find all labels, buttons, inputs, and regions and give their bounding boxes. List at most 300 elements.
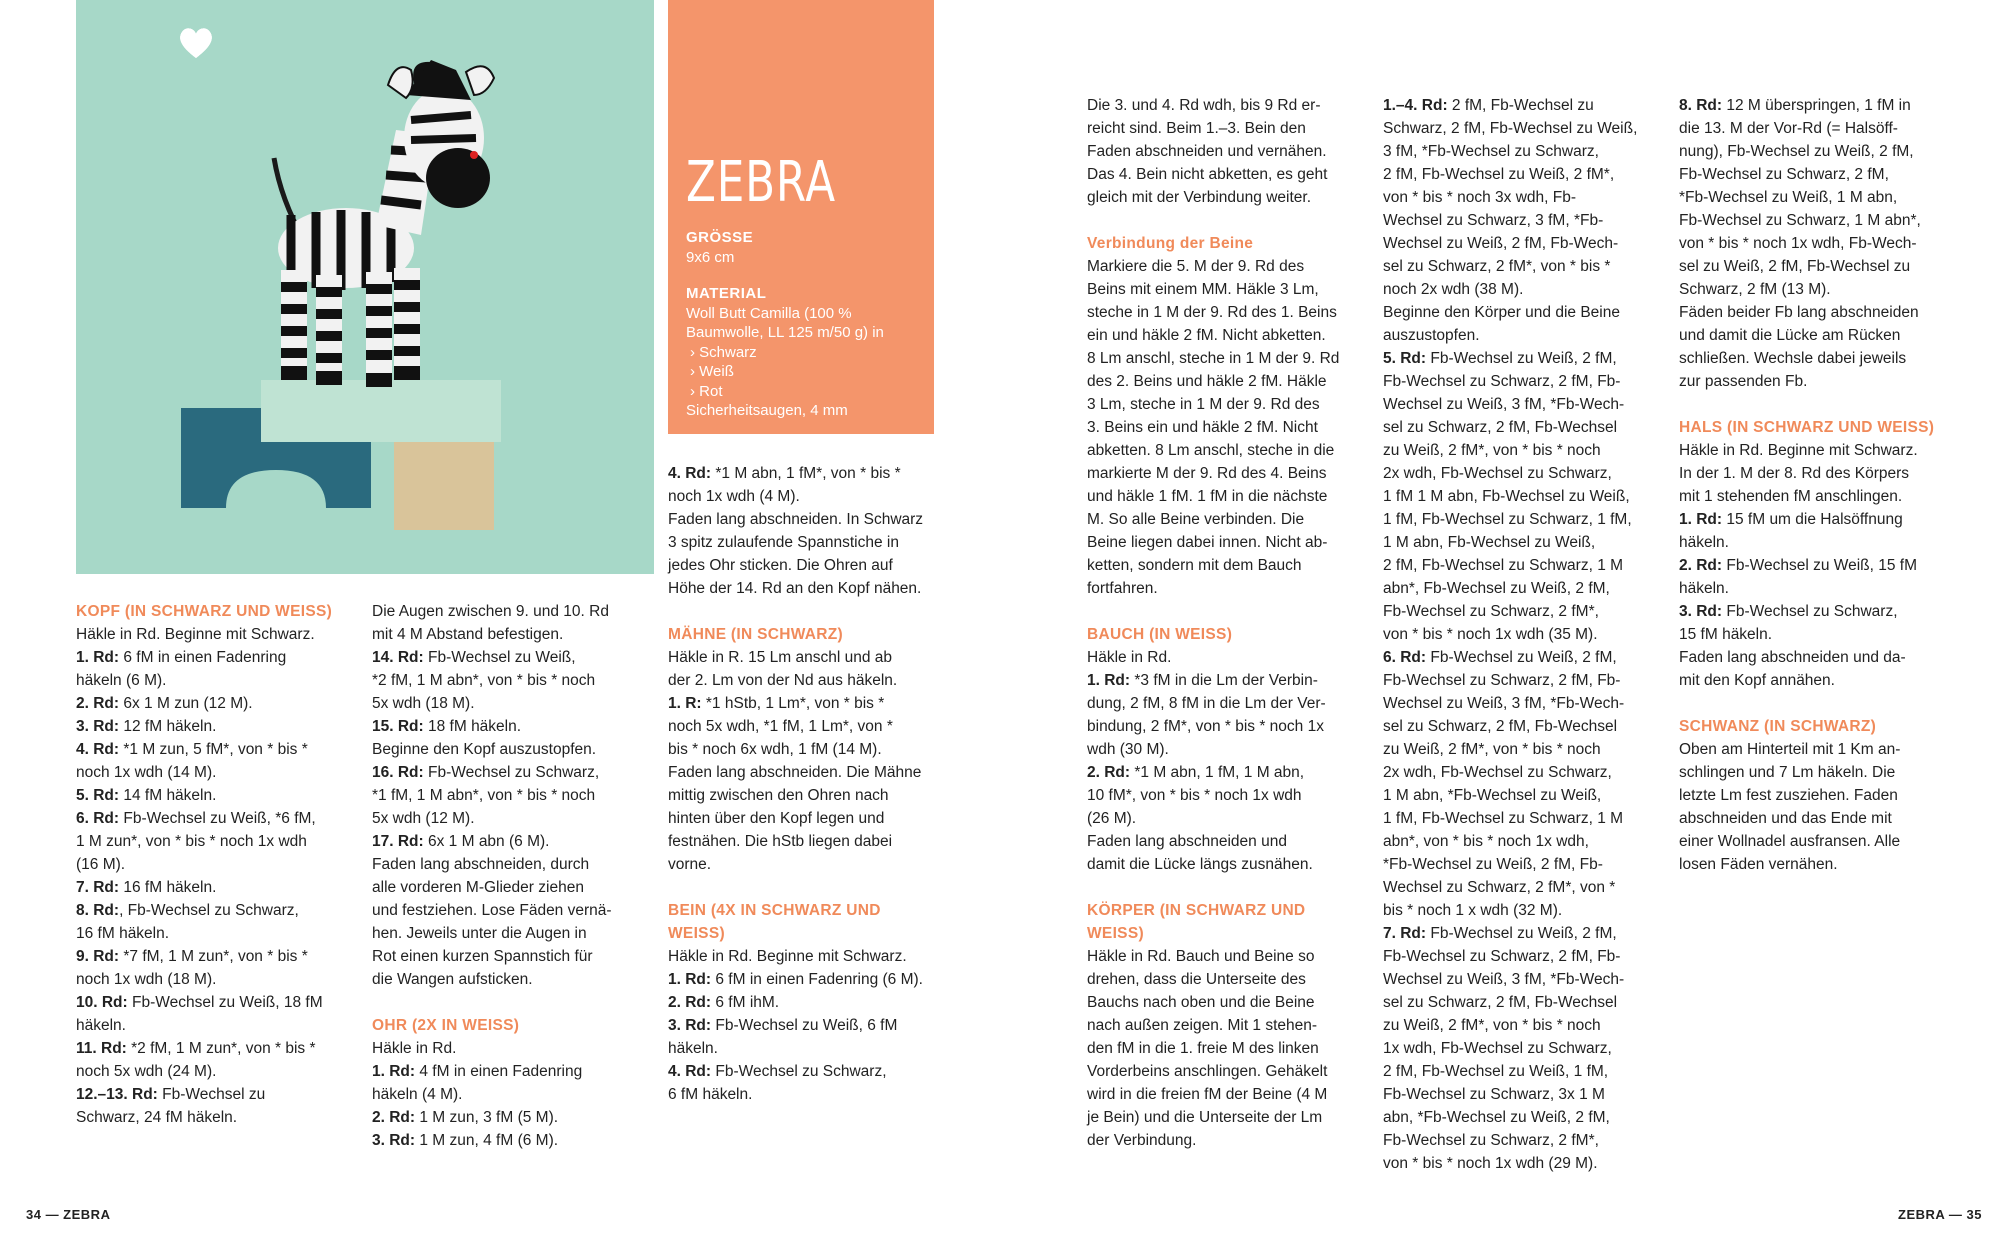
round-label: 4. Rd: (668, 465, 712, 482)
body-line (1087, 140, 1359, 163)
body-line (372, 807, 644, 830)
line-text: je Bein) und die Unterseite der Lm (1087, 1109, 1323, 1126)
body-line (76, 830, 348, 853)
line-text: Fb-Wechsel zu Schwarz, 1 M abn*, (1679, 212, 1921, 229)
body-line (1383, 485, 1655, 508)
line-text: von * bis * noch 1x wdh (35 M). (1383, 626, 1598, 643)
round-label: 9. Rd: (76, 948, 120, 965)
body-line (372, 945, 644, 968)
body-line (1679, 255, 1951, 278)
round-label: 1. Rd: (76, 649, 120, 666)
body-line (1383, 600, 1655, 623)
line-text: Häkle in Rd. (1087, 649, 1172, 666)
line-text: Fäden beider Fb lang abschneiden (1679, 304, 1919, 321)
line-text: sel zu Schwarz, 2 fM, Fb-Wechsel (1383, 718, 1618, 735)
round-label: 1. Rd: (372, 1063, 416, 1080)
line-text: zu Weiß, 2 fM*, von * bis * noch (1383, 1017, 1601, 1034)
body-line (76, 876, 348, 899)
line-text: abn*, Fb-Wechsel zu Weiß, 2 fM, (1383, 580, 1610, 597)
line-text: häkeln. (1679, 580, 1729, 597)
heart-icon (176, 22, 216, 62)
section-heading: BAUCH (IN WEISS) (1087, 626, 1233, 643)
line-text: sel zu Weiß, 2 fM, Fb-Wechsel zu (1679, 258, 1911, 275)
body-line (1679, 186, 1951, 209)
body-line (668, 991, 940, 1014)
body-line (1087, 393, 1359, 416)
body-line (1679, 232, 1951, 255)
line-text: von * bis * noch 3x wdh, Fb- (1383, 189, 1576, 206)
material-line: › Weiß (690, 363, 734, 380)
body-line (372, 876, 644, 899)
body-line (1087, 1129, 1359, 1152)
body-line (668, 692, 940, 715)
line-text: Fb-Wechsel zu Schwarz, 2 fM, Fb- (1383, 948, 1621, 965)
body-line (1383, 186, 1655, 209)
line-text: Vorderbeins anschlingen. Gehäkelt (1087, 1063, 1328, 1080)
line-text: abn*, von * bis * noch 1x wdh, (1383, 833, 1589, 850)
line-text: Beine liegen dabei innen. Nicht ab- (1087, 534, 1328, 551)
line-text: der 2. Lm von der Nd aus häkeln. (668, 672, 898, 689)
body-line (1087, 830, 1359, 853)
body-line (1383, 439, 1655, 462)
line-text: Das 4. Bein nicht abketten, es geht (1087, 166, 1328, 183)
line-text: ketten, sondern mit dem Bauch (1087, 557, 1302, 574)
line-text: Fb-Wechsel zu Schwarz, 2 fM, (1679, 166, 1889, 183)
line-text: 2 fM, Fb-Wechsel zu (1447, 97, 1594, 114)
round-label: 10. Rd: (76, 994, 128, 1011)
body-line (372, 968, 644, 991)
body-line (1087, 991, 1359, 1014)
line-text: *2 fM, 1 M zun*, von * bis * (126, 1040, 316, 1057)
body-line (668, 508, 940, 531)
body-line (1679, 830, 1951, 853)
round-label: 17. Rd: (372, 833, 424, 850)
line-text: 2x wdh, Fb-Wechsel zu Schwarz, (1383, 465, 1612, 482)
line-text: 1 fM, Fb-Wechsel zu Schwarz, 1 M (1383, 810, 1624, 827)
round-label: 16. Rd: (372, 764, 424, 781)
line-text: häkeln (6 M). (76, 672, 167, 689)
line-text: sel zu Schwarz, 2 fM, Fb-Wechsel (1383, 994, 1618, 1011)
line-text: noch 1x wdh (18 M). (76, 971, 217, 988)
line-text: häkeln (4 M). (372, 1086, 463, 1103)
line-text: Häkle in Rd. Bauch und Beine so (1087, 948, 1315, 965)
text-column-2 (372, 600, 644, 1152)
body-line (1087, 1037, 1359, 1060)
line-text: schlingen und 7 Lm häkeln. Die (1679, 764, 1896, 781)
body-line (1087, 439, 1359, 462)
line-text: 16 fM häkeln. (76, 925, 170, 942)
body-line (1383, 577, 1655, 600)
round-label: 1. Rd: (1679, 511, 1723, 528)
round-label: 2. Rd: (1087, 764, 1131, 781)
round-label: 1. R: (668, 695, 702, 712)
line-text: abn, *Fb-Wechsel zu Weiß, 2 fM, (1383, 1109, 1610, 1126)
line-text: Fb-Wechsel zu Weiß, 15 fM (1722, 557, 1918, 574)
text-column-4 (1087, 94, 1359, 1152)
body-line (76, 1014, 348, 1037)
body-line (1383, 163, 1655, 186)
body-line (1383, 991, 1655, 1014)
page-title: ZEBRA (686, 150, 836, 215)
body-line (76, 922, 348, 945)
line-text: Wechsel zu Weiß, 3 fM, *Fb-Wech- (1383, 695, 1625, 712)
body-line (1383, 784, 1655, 807)
body-line (1383, 140, 1655, 163)
line-text: sel zu Schwarz, 2 fM, Fb-Wechsel (1383, 419, 1618, 436)
body-line (1679, 623, 1951, 646)
body-line (1679, 140, 1951, 163)
line-text: M. So alle Beine verbinden. Die (1087, 511, 1305, 528)
body-line (1383, 531, 1655, 554)
body-line (76, 853, 348, 876)
line-text: *1 fM, 1 M abn*, von * bis * noch (372, 787, 596, 804)
round-label: 8. Rd: (1679, 97, 1723, 114)
body-line (372, 715, 644, 738)
line-text: hinten über den Kopf legen und (668, 810, 885, 827)
line-text: *1 M abn, 1 fM*, von * bis * (711, 465, 901, 482)
section-heading: WEISS) (668, 925, 725, 942)
round-label: 2. Rd: (76, 695, 120, 712)
line-text: fortfahren. (1087, 580, 1158, 597)
line-text: Faden abschneiden und vernähen. (1087, 143, 1327, 160)
body-line (1087, 784, 1359, 807)
spacer (1087, 209, 1359, 232)
line-text: abketten. 8 Lm anschl, steche in die (1087, 442, 1335, 459)
line-text: Wechsel zu Weiß, 3 fM, *Fb-Wech- (1383, 396, 1625, 413)
section-heading: Verbindung der Beine (1087, 235, 1254, 252)
zebra-muzzle (426, 148, 490, 208)
body-line (1383, 255, 1655, 278)
body-line (1087, 278, 1359, 301)
line-text: markierte M der 9. Rd des 4. Beins (1087, 465, 1327, 482)
body-line (1383, 209, 1655, 232)
line-text: 6 fM häkeln. (668, 1086, 753, 1103)
body-line (1383, 1083, 1655, 1106)
line-text: jedes Ohr sticken. Die Ohren auf (668, 557, 893, 574)
body-line (668, 485, 940, 508)
spacer (372, 991, 644, 1014)
section-heading: HALS (IN SCHWARZ UND WEISS) (1679, 419, 1935, 436)
round-label: 5. Rd: (76, 787, 120, 804)
body-line (372, 646, 644, 669)
body-line (1383, 324, 1655, 347)
line-text: 6 fM ihM. (711, 994, 780, 1011)
text-column-5 (1383, 94, 1655, 1175)
line-text: drehen, dass die Unterseite des (1087, 971, 1306, 988)
body-line (1087, 485, 1359, 508)
body-line (1087, 301, 1359, 324)
body-line (1383, 899, 1655, 922)
line-text: und damit die Lücke am Rücken (1679, 327, 1901, 344)
spacer (668, 876, 940, 899)
body-line (1383, 370, 1655, 393)
line-text: die 13. M der Vor-Rd (= Halsöff- (1679, 120, 1898, 137)
body-line (1679, 209, 1951, 232)
line-text: Fb-Wechsel zu Weiß, 18 fM (127, 994, 323, 1011)
round-label: 7. Rd: (1383, 925, 1427, 942)
line-text: 15 fM häkeln. (1679, 626, 1773, 643)
line-text: (26 M). (1087, 810, 1137, 827)
body-line (1383, 301, 1655, 324)
body-line (1383, 117, 1655, 140)
body-line (1087, 1060, 1359, 1083)
body-line (1679, 669, 1951, 692)
round-label: 1.–4. Rd: (1383, 97, 1448, 114)
body-line (1087, 347, 1359, 370)
line-text: Oben am Hinterteil mit 1 Km an- (1679, 741, 1901, 758)
body-line (1679, 784, 1951, 807)
body-line (1087, 669, 1359, 692)
line-text: 15 fM um die Halsöffnung (1722, 511, 1903, 528)
line-text: losen Fäden vernähen. (1679, 856, 1838, 873)
round-label: 7. Rd: (76, 879, 120, 896)
line-text: ein und häkle 2 fM. Nicht abketten. (1087, 327, 1326, 344)
round-label: 11. Rd: (76, 1040, 127, 1057)
body-line (76, 669, 348, 692)
line-text: Fb-Wechsel zu Schwarz, 2 fM, Fb- (1383, 672, 1621, 689)
line-text: noch 1x wdh (4 M). (668, 488, 800, 505)
round-label: 4. Rd: (76, 741, 120, 758)
body-line (1679, 462, 1951, 485)
line-text: In der 1. M der 8. Rd des Körpers (1679, 465, 1910, 482)
line-text: noch 5x wdh, *1 fM, 1 Lm*, von * (668, 718, 893, 735)
section-heading: KÖRPER (IN SCHWARZ UND (1087, 902, 1306, 919)
line-text: Häkle in Rd. Beginne mit Schwarz. (668, 948, 907, 965)
line-text: 1 M zun*, von * bis * noch 1x wdh (76, 833, 307, 850)
body-line (76, 807, 348, 830)
body-line (1679, 347, 1951, 370)
body-line (372, 1060, 644, 1083)
body-line (76, 738, 348, 761)
body-line (1679, 738, 1951, 761)
line-text: 12 M überspringen, 1 fM in (1722, 97, 1911, 114)
line-text: Wechsel zu Weiß, 3 fM, *Fb-Wech- (1383, 971, 1625, 988)
body-line (372, 623, 644, 646)
body-line (1383, 1014, 1655, 1037)
body-line (1087, 1106, 1359, 1129)
body-line (1383, 1037, 1655, 1060)
text-column-6 (1679, 94, 1951, 876)
round-label: 6. Rd: (1383, 649, 1427, 666)
line-text: 3 Lm, steche in 1 M der 9. Rd des (1087, 396, 1320, 413)
line-text: reicht sind. Beim 1.–3. Bein den (1087, 120, 1306, 137)
body-line (1383, 94, 1655, 117)
body-line (668, 1083, 940, 1106)
body-line (76, 784, 348, 807)
line-text: Häkle in Rd. Beginne mit Schwarz. (1679, 442, 1918, 459)
line-text: 2 fM, Fb-Wechsel zu Weiß, 2 fM*, (1383, 166, 1615, 183)
body-line (1679, 94, 1951, 117)
line-text: 8 Lm anschl, steche in 1 M der 9. Rd (1087, 350, 1340, 367)
line-text: mit 4 M Abstand befestigen. (372, 626, 564, 643)
body-line (1679, 301, 1951, 324)
line-text: Wechsel zu Schwarz, 3 fM, *Fb- (1383, 212, 1604, 229)
line-text: Faden lang abschneiden. Die Mähne (668, 764, 922, 781)
line-text: des 2. Beins und häkle 2 fM. Häkle (1087, 373, 1327, 390)
body-line (668, 738, 940, 761)
line-text: Fb-Wechsel zu Weiß, 2 fM, (1426, 649, 1617, 666)
body-line (1383, 1060, 1655, 1083)
round-label: 12.–13. Rd: (76, 1086, 158, 1103)
line-text: den fM in die 1. freie M des linken (1087, 1040, 1319, 1057)
line-text: letzte Lm fest zusziehen. Faden (1679, 787, 1898, 804)
body-line (1679, 278, 1951, 301)
section-heading: MÄHNE (IN SCHWARZ) (668, 626, 844, 643)
line-text: 1 M zun, 4 fM (6 M). (415, 1132, 559, 1149)
round-label: 14. Rd: (372, 649, 424, 666)
line-text: Fb-Wechsel zu Schwarz, 2 fM*, (1383, 1132, 1599, 1149)
line-text: Fb-Wechsel zu Schwarz, 2 fM*, (1383, 603, 1599, 620)
line-text: Fb-Wechsel zu Weiß, 6 fM (711, 1017, 898, 1034)
round-label: 4. Rd: (668, 1063, 712, 1080)
body-line (1383, 623, 1655, 646)
body-line (668, 853, 940, 876)
line-text: 6 fM in einen Fadenring (119, 649, 287, 666)
line-text: Fb-Wechsel zu (157, 1086, 266, 1103)
line-text: Schwarz, 2 fM (13 M). (1679, 281, 1831, 298)
line-text: alle vorderen M-Glieder ziehen (372, 879, 584, 896)
line-text: auszustopfen. (1383, 327, 1480, 344)
spacer (668, 600, 940, 623)
body-line (372, 830, 644, 853)
line-text: Faden lang abschneiden, durch (372, 856, 590, 873)
line-text: noch 5x wdh (24 M). (76, 1063, 217, 1080)
line-text: 5x wdh (12 M). (372, 810, 475, 827)
section-heading: SCHWANZ (IN SCHWARZ) (1679, 718, 1877, 735)
body-line (1383, 554, 1655, 577)
body-line (372, 1129, 644, 1152)
line-text: Wechsel zu Weiß, 2 fM, Fb-Wech- (1383, 235, 1619, 252)
mint-block (261, 380, 501, 442)
body-line (1679, 600, 1951, 623)
body-line (1087, 255, 1359, 278)
body-line (76, 1060, 348, 1083)
line-text: abschneiden und das Ende mit (1679, 810, 1892, 827)
body-line (372, 761, 644, 784)
line-text: bis * noch 6x wdh, 1 fM (14 M). (668, 741, 882, 758)
line-text: 5x wdh (18 M). (372, 695, 475, 712)
line-text: Häkle in Rd. Beginne mit Schwarz. (76, 626, 315, 643)
body-line (1383, 692, 1655, 715)
line-text: 3 fM, *Fb-Wechsel zu Schwarz, (1383, 143, 1599, 160)
line-text: *7 fM, 1 M zun*, von * bis * (119, 948, 308, 965)
body-line (1087, 416, 1359, 439)
body-line (1087, 1014, 1359, 1037)
round-label: 3. Rd: (76, 718, 120, 735)
line-text: mit 1 stehenden fM anschlingen. (1679, 488, 1903, 505)
material-line: Sicherheitsaugen, 4 mm (686, 402, 848, 419)
body-line (668, 945, 940, 968)
line-text: Faden lang abschneiden und da- (1679, 649, 1906, 666)
line-text: der Verbindung. (1087, 1132, 1197, 1149)
body-line (372, 1106, 644, 1129)
body-line (1383, 761, 1655, 784)
body-line (1679, 485, 1951, 508)
body-line (372, 922, 644, 945)
line-text: 10 fM*, von * bis * noch 1x wdh (1087, 787, 1302, 804)
line-text: zu Weiß, 2 fM*, von * bis * noch (1383, 442, 1601, 459)
body-line (1383, 508, 1655, 531)
body-line (1087, 853, 1359, 876)
body-line (372, 692, 644, 715)
round-label: 8. Rd: (76, 902, 120, 919)
body-line (76, 945, 348, 968)
body-line (1679, 370, 1951, 393)
body-line (1383, 830, 1655, 853)
round-label: 15. Rd: (372, 718, 424, 735)
body-line (1679, 117, 1951, 140)
body-line (1087, 324, 1359, 347)
line-text: festnähen. Die hStb liegen dabei (668, 833, 893, 850)
body-line (1383, 278, 1655, 301)
line-text: 2x wdh, Fb-Wechsel zu Schwarz, (1383, 764, 1612, 781)
body-line (668, 577, 940, 600)
body-line (1383, 738, 1655, 761)
body-line (668, 761, 940, 784)
line-text: *Fb-Wechsel zu Weiß, 2 fM, Fb- (1383, 856, 1603, 873)
body-line (76, 968, 348, 991)
body-line (76, 646, 348, 669)
body-line (1087, 462, 1359, 485)
line-text: 6x 1 M zun (12 M). (119, 695, 253, 712)
line-text: hen. Jeweils unter die Augen in (372, 925, 587, 942)
spacer (1087, 876, 1359, 899)
line-text: Schwarz, 2 fM, Fb-Wechsel zu Weiß, (1383, 120, 1638, 137)
line-text: Häkle in Rd. (372, 1040, 457, 1057)
line-text: *3 fM in die Lm der Verbin- (1130, 672, 1318, 689)
line-text: Höhe der 14. Rd an den Kopf nähen. (668, 580, 922, 597)
line-text: Die Augen zwischen 9. und 10. Rd (372, 603, 609, 620)
line-text: häkeln. (1679, 534, 1729, 551)
line-text: Fb-Wechsel zu Schwarz, (423, 764, 600, 781)
body-line (76, 1037, 348, 1060)
line-text: nach außen zeigen. Mit 1 stehen- (1087, 1017, 1318, 1034)
line-text: von * bis * noch 1x wdh (29 M). (1383, 1155, 1598, 1172)
body-line (668, 784, 940, 807)
body-line (1679, 853, 1951, 876)
line-text: häkeln. (76, 1017, 126, 1034)
body-line (668, 554, 940, 577)
material-label: MATERIAL (686, 285, 767, 302)
body-line (1679, 324, 1951, 347)
body-line (1679, 646, 1951, 669)
body-line (668, 1037, 940, 1060)
round-label: 1. Rd: (1087, 672, 1131, 689)
line-text: (16 M). (76, 856, 126, 873)
line-text: zur passenden Fb. (1679, 373, 1808, 390)
body-line (1087, 945, 1359, 968)
line-text: und häkle 1 fM. 1 fM in die nächste (1087, 488, 1328, 505)
body-line (1679, 508, 1951, 531)
line-text: 3 spitz zulaufende Spannstiche in (668, 534, 899, 551)
line-text: *1 hStb, 1 Lm*, von * bis * (701, 695, 885, 712)
body-line (1087, 531, 1359, 554)
line-text: Beins mit einem MM. Häkle 3 Lm, (1087, 281, 1319, 298)
body-line (1679, 577, 1951, 600)
line-text: Fb-Wechsel zu Schwarz, (711, 1063, 887, 1080)
line-text: sel zu Schwarz, 2 fM*, von * bis * (1383, 258, 1611, 275)
line-text: 1 fM, Fb-Wechsel zu Schwarz, 1 fM, (1383, 511, 1632, 528)
line-text: Fb-Wechsel zu Weiß, *6 fM, (119, 810, 316, 827)
line-text: häkeln. (668, 1040, 718, 1057)
line-text: 6 fM in einen Fadenring (6 M). (711, 971, 923, 988)
body-line (668, 807, 940, 830)
line-text: 1 M abn, *Fb-Wechsel zu Weiß, (1383, 787, 1602, 804)
text-column-1 (76, 600, 348, 1129)
line-text: Fb-Wechsel zu Schwarz, 3x 1 M (1383, 1086, 1605, 1103)
line-text: 2 fM, Fb-Wechsel zu Schwarz, 1 M (1383, 557, 1624, 574)
line-text: dung, 2 fM, 8 fM in die Lm der Ver- (1087, 695, 1326, 712)
